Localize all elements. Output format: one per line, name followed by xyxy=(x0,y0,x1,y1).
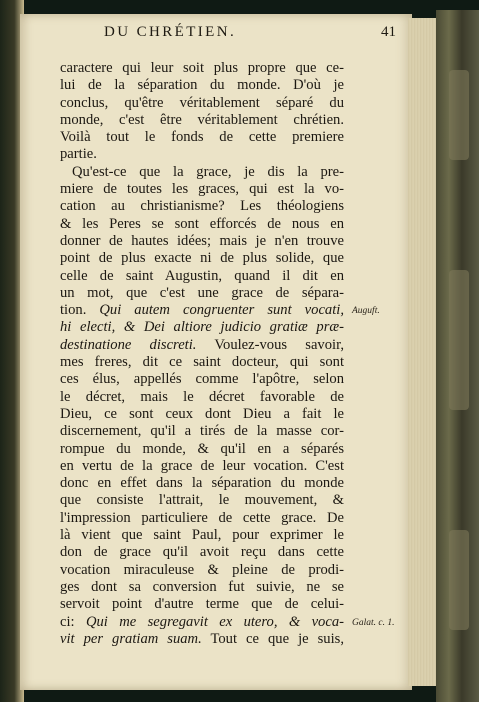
text-line: le décret, mais le décret favorable de xyxy=(60,388,344,405)
text-line: discernement, qu'il a tirés de la masse cor- xyxy=(60,423,344,440)
text-line: don de grace qu'il avoit reçu dans cette xyxy=(60,544,344,561)
text-line: mes freres, dit ce saint docteur, qui sont xyxy=(60,354,344,371)
text-line: monde, c'est être véritablement chrétien. xyxy=(60,111,344,128)
text-line: caractere qui leur soit plus propre que ce- xyxy=(60,60,344,76)
text-line: rompue du monde, & qu'il en a séparés xyxy=(60,440,344,457)
text-line: donner de hautes idées; mais je n'en trouve xyxy=(60,232,344,249)
text-line: donc en effet dans la séparation du monde xyxy=(60,475,344,492)
text-line: tion. Qui autem congruenter sunt vocati, xyxy=(60,302,344,319)
text-line: ci: Qui me segregavit ex utero, & voca- xyxy=(60,613,344,630)
text-line: en vertu de la grace de leur vocation. C'est xyxy=(60,457,344,474)
text-line: vit per gratiam suam. Tout ce que je suis, xyxy=(60,630,344,647)
text-line: destinatione discreti. Voulez-vous savoir, xyxy=(60,336,345,353)
page-edges xyxy=(408,18,438,686)
text-line: lui de la séparation du monde. D'où je xyxy=(60,77,344,94)
text-line: cation au christianisme? Les théologiens xyxy=(60,198,344,215)
text-line: partie. xyxy=(60,146,97,163)
running-head xyxy=(104,24,396,41)
text-line: conclus, qu'être véritablement séparé du xyxy=(60,94,344,111)
text-line: Voilà tout le fonds de cette premiere xyxy=(60,129,344,146)
cover-marbling xyxy=(449,70,469,160)
text-line: hi electi, & Dei altiore judicio gratiæ præ- xyxy=(60,319,344,336)
text-line: servoit point d'autre terme que de celui- xyxy=(60,596,344,613)
running-head-title: DU CHRÉTIEN. xyxy=(104,24,237,40)
text-line: Dieu, ce sont ceux dont Dieu a fait le xyxy=(60,405,344,422)
margin-note: Galat. c. 1. xyxy=(352,617,395,628)
book-cover xyxy=(436,10,479,702)
text-line: un mot, que c'est une grace de sépara- xyxy=(60,284,344,301)
text-line: ges dont sa conversion fut suivie, ne se xyxy=(60,578,344,595)
page-number: 41 xyxy=(381,24,396,40)
text-line: vocation miraculeuse & pleine de prodi- xyxy=(60,561,344,578)
text-line: que consiste l'attrait, le mouvement, & xyxy=(60,492,344,509)
text-line: Qu'est-ce que la grace, je dis la pre- xyxy=(72,163,344,180)
cover-marbling xyxy=(449,270,469,410)
text-line: miere de toutes les graces, qui est la vo- xyxy=(60,181,344,198)
cover-marbling xyxy=(449,530,469,630)
text-line: celle de saint Augustin, quand il dit en xyxy=(60,267,344,284)
margin-note: Auguft. xyxy=(352,306,380,317)
text-line: là vient que saint Paul, pour exprimer le xyxy=(60,527,344,544)
text-line: point de plus exacte ni de plus solide, que xyxy=(60,250,344,267)
body-text xyxy=(60,60,344,648)
text-line: ces élus, appellés comme l'apôtre, selon xyxy=(60,371,344,388)
text-line: & les Peres se sont efforcés de nous en xyxy=(60,215,344,232)
text-line: l'impression particuliere de cette grace. De xyxy=(60,509,344,526)
